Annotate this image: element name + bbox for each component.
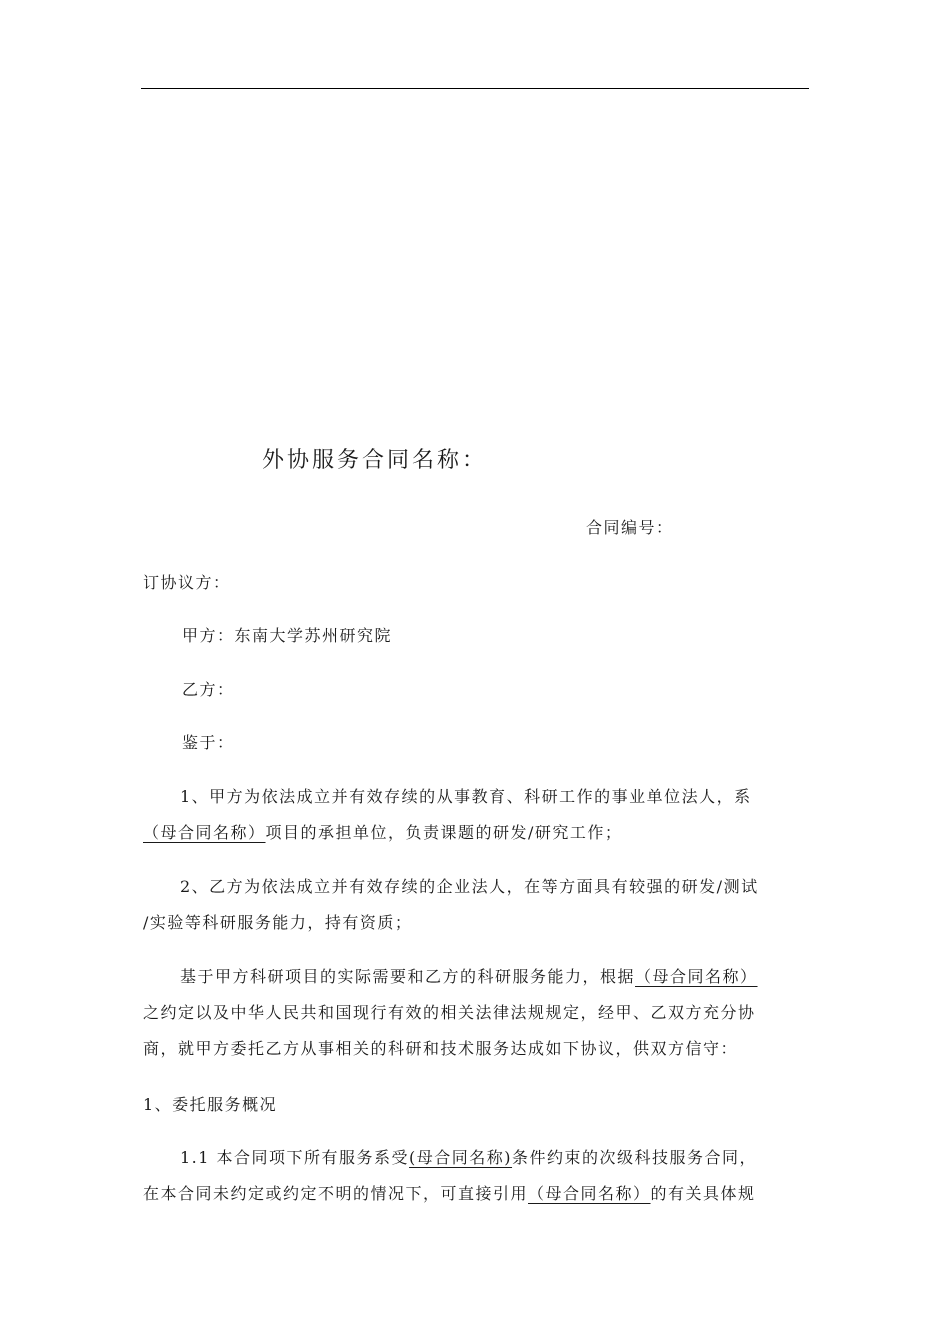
preamble-line-2: 之约定以及中华人民共和国现行有效的相关法律法规规定，经甲、乙双方充分协 — [143, 1003, 756, 1022]
party-a: 甲方：东南大学苏州研究院 — [182, 626, 393, 645]
clause-1-1-line-1 — [180, 1147, 757, 1169]
clause-1-1-text-d: 的有关具体规 — [650, 1184, 756, 1203]
preamble-line-3: 商，就甲方委托乙方从事相关的科研和技术服务达成如下协议，供双方信守： — [143, 1039, 739, 1058]
parent-contract-placeholder: (母合同名称) — [409, 1148, 513, 1167]
clause-1-line-2 — [143, 822, 622, 844]
contract-title: 外协服务合同名称： — [262, 448, 488, 473]
parent-contract-placeholder: （母合同名称） — [528, 1184, 651, 1203]
clause-1-1-text-b: 条件约束的次级科技服务合同， — [512, 1148, 758, 1167]
parties-label: 订协议方： — [143, 573, 231, 592]
contract-number-label: 合同编号： — [586, 518, 674, 537]
whereas-label: 鉴于： — [182, 733, 235, 752]
parent-contract-placeholder: （母合同名称） — [143, 823, 266, 842]
party-b: 乙方： — [182, 680, 235, 699]
preamble-line-1 — [180, 966, 758, 988]
clause-2-line-2: /实验等科研服务能力，持有资质； — [143, 913, 413, 932]
clause-1-line-2-text: 项目的承担单位，负责课题的研发/研究工作； — [265, 823, 623, 842]
parent-contract-placeholder: （母合同名称） — [635, 967, 758, 986]
preamble-line-1-text: 基于甲方科研项目的实际需要和乙方的科研服务能力，根据 — [180, 967, 636, 986]
header-rule — [141, 88, 809, 89]
section-1-heading: 1、委托服务概况 — [143, 1095, 278, 1114]
clause-1-1-line-2 — [143, 1183, 756, 1205]
clause-2-line-1: 2、乙方为依法成立并有效存续的企业法人，在等方面具有较强的研发/测试 — [180, 877, 759, 896]
clause-1-line-1: 1、甲方为依法成立并有效存续的从事教育、科研工作的事业单位法人，系 — [180, 787, 752, 806]
clause-1-1-text-a: 1.1 本合同项下所有服务系受 — [180, 1148, 410, 1167]
clause-1-1-text-c: 在本合同未约定或约定不明的情况下，可直接引用 — [143, 1184, 529, 1203]
